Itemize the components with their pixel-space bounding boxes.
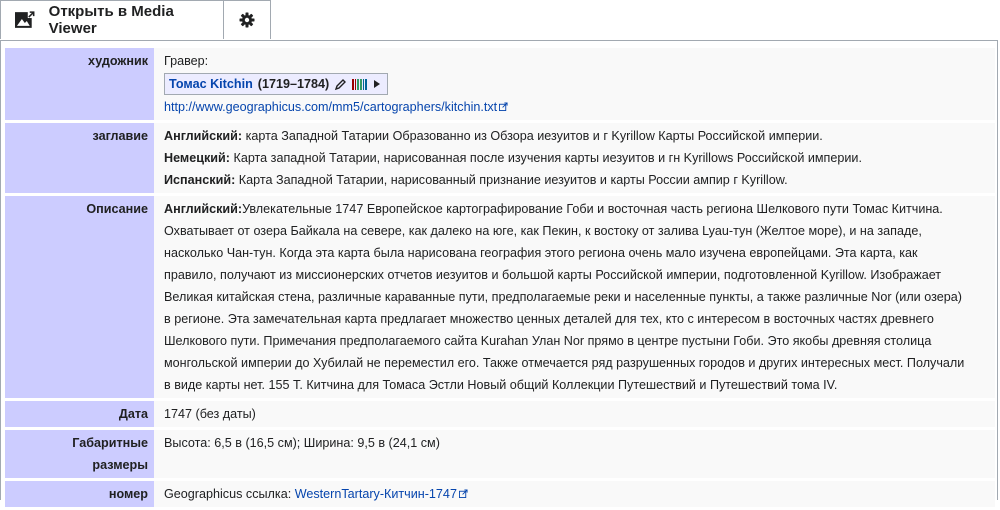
open-media-viewer-label: Открыть в Media Viewer <box>48 3 174 37</box>
dimensions-key-line2: размеры <box>92 458 148 472</box>
title-de-label: Немецкий: <box>164 151 230 165</box>
number-key: номер <box>5 481 154 507</box>
description-line: насколько Чан-тун. Когда эта карта была нарисована география этого региона очень мало изучена европейцами. Эта карта, как <box>164 246 918 260</box>
wikidata-icon[interactable] <box>352 79 368 90</box>
creator-dates: (1719–1784) <box>257 77 330 91</box>
creator-name-link[interactable]: Томас Kitchin <box>169 77 253 91</box>
number-row <box>5 481 995 507</box>
description-line: Охватывает от озера Байкала на севере, как далеко на юге, как Пекин, к востоку от залива Lyau-тун (Желтое море), и на западе, <box>164 224 922 238</box>
pencil-icon[interactable] <box>334 78 347 91</box>
description-row <box>5 196 995 398</box>
external-link-icon <box>499 102 508 111</box>
description-line: монгольской империи до Хубилай не переместил его. Также отмечается ряд разрушенных городов и других интересных мест. Получали <box>164 356 965 370</box>
description-line: правило, получают из миссионерских отчетов иезуитов и большой карты Российской империи, подготовленной Kyrillow. Изображает <box>164 268 942 282</box>
description-value <box>154 196 995 398</box>
description-key: Описание <box>5 196 154 398</box>
description-en-label: Английский: <box>164 202 243 216</box>
file-toolbar <box>0 0 271 41</box>
dimensions-key-line1: Габаритные <box>72 436 148 450</box>
title-key: заглавие <box>5 123 154 193</box>
open-media-viewer-button[interactable] <box>0 0 224 39</box>
title-en-text: карта Западной Татарии Образованно из Обзора иезуитов и г Kyrillow Карты Российской империи. <box>245 129 823 143</box>
settings-button[interactable] <box>223 0 271 39</box>
external-link-icon <box>459 489 468 498</box>
artist-value <box>154 48 995 120</box>
description-line: в регионе. Эта замечательная карта предлагает множество ценных деталей для тех, кто с интересом в восточных частях древнего <box>164 312 934 326</box>
artist-row <box>5 48 995 120</box>
geographicus-link[interactable]: WesternTartary-Китчин-1747 <box>294 487 457 501</box>
title-es-text: Карта Западной Татарии, нарисованный признание иезуитов и карты России ампир г Kyrillow. <box>238 173 788 187</box>
dimensions-key <box>5 430 154 478</box>
date-value: 1747 (без даты) <box>154 401 995 427</box>
date-row <box>5 401 995 427</box>
dimensions-value: Высота: 6,5 в (16,5 см); Ширина: 9,5 в (24,1 см) <box>154 430 995 478</box>
title-row <box>5 123 995 193</box>
creator-template <box>164 73 388 95</box>
title-en-label: Английский: <box>164 129 243 143</box>
number-prefix: Geographicus ссылка: <box>164 487 292 501</box>
gear-icon <box>239 12 255 28</box>
expand-triangle-icon[interactable] <box>373 79 381 89</box>
title-es-label: Испанский: <box>164 173 236 187</box>
description-line: Увлекательные 1747 Европейское картографирование Гоби и восточная часть региона Шелкового пути Томас Китчина. <box>242 202 943 216</box>
artist-key: художник <box>5 48 154 120</box>
creator-url-link[interactable]: http://www.geographicus.com/mm5/cartographers/kitchin.txt <box>164 100 498 114</box>
artist-role: Гравер: <box>164 54 209 68</box>
title-de-text: Карта западной Татарии, нарисованная после изучения карты иезуитов и гн Kyrillows Российской империи. <box>233 151 862 165</box>
title-value <box>154 123 995 193</box>
description-line: Шелкового пути. Примечания предполагаемого сайта Kurahan Улан Nor прямо в центре пустыни Гоби. Это якобы древняя столица <box>164 334 932 348</box>
image-icon <box>15 11 35 29</box>
date-key: Дата <box>5 401 154 427</box>
file-information-table <box>5 45 995 510</box>
description-line: в виде карты нет. 155 Т. Китчина для Томаса Эстли Новый общий Коллекции Путешествий и Путешествий тома IV. <box>164 378 838 392</box>
number-value <box>154 481 995 507</box>
description-line: Великая китайская стена, различные караванные пути, предполагаемые реки и населенные пункты, а также различные Nor (или озера) <box>164 290 962 304</box>
dimensions-row <box>5 430 995 478</box>
